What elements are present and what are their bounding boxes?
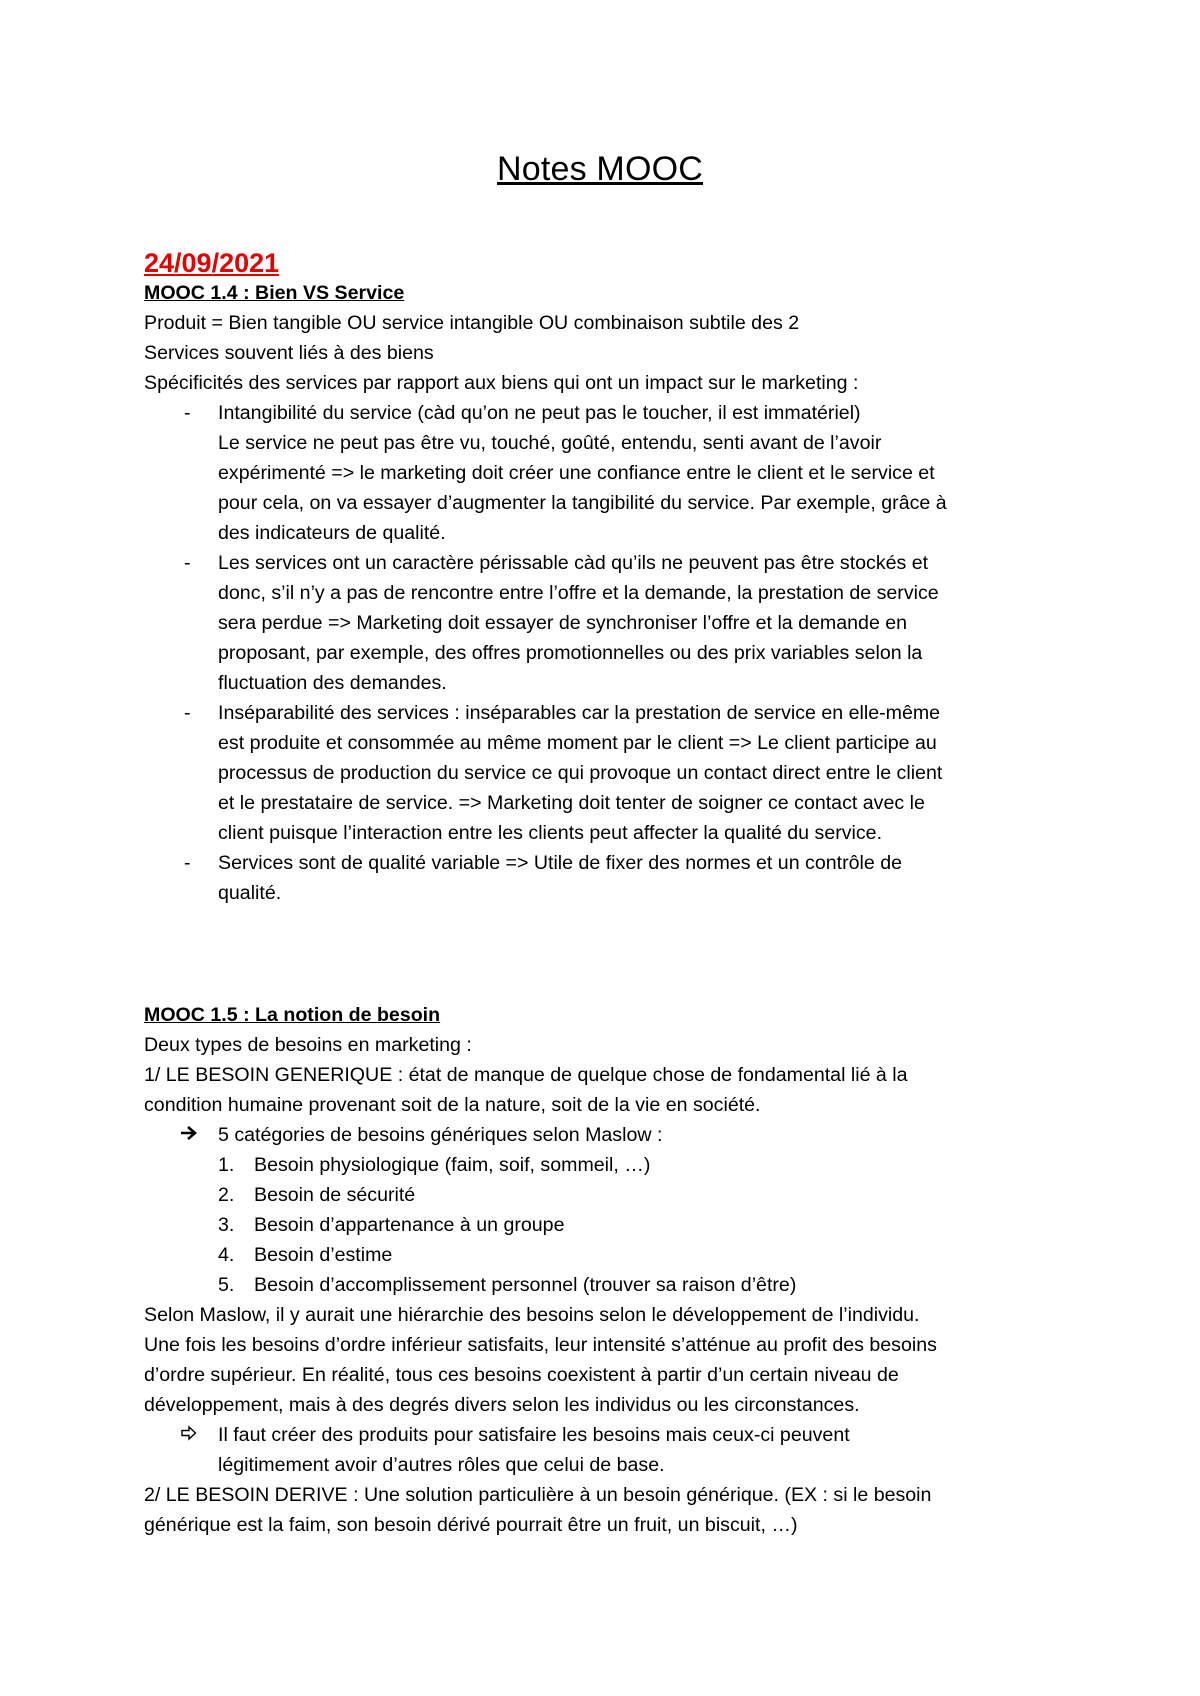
paragraph-line: Selon Maslow, il y aurait une hiérarchie des besoins selon le développement de l’individu. bbox=[144, 1304, 920, 1326]
paragraph-line: Une fois les besoins d’ordre inférieur satisfaits, leur intensité s’atténue au profit des besoins bbox=[144, 1334, 937, 1356]
list-number: 4. bbox=[218, 1244, 235, 1266]
list-item-line: Services sont de qualité variable => Utile de fixer des normes et un contrôle de bbox=[218, 852, 902, 874]
list-item-line: des indicateurs de qualité. bbox=[218, 522, 446, 544]
list-item bbox=[144, 848, 1064, 908]
list-item-line: sera perdue => Marketing doit essayer de synchroniser l’offre et la demande en bbox=[218, 612, 908, 634]
list-item-line: fluctuation des demandes. bbox=[218, 672, 447, 694]
specificities-list bbox=[144, 398, 1064, 908]
dash-bullet-icon: - bbox=[184, 402, 191, 424]
section-heading-mooc-1-4: MOOC 1.4 : Bien VS Service bbox=[144, 282, 405, 304]
paragraph-line: Services souvent liés à des biens bbox=[144, 342, 434, 364]
list-item-line: pour cela, on va essayer d’augmenter la tangibilité du service. Par exemple, grâce à bbox=[218, 492, 947, 514]
list-number: 5. bbox=[218, 1274, 235, 1296]
paragraph-line: Deux types de besoins en marketing : bbox=[144, 1034, 472, 1056]
list-item-line: Intangibilité du service (càd qu’on ne peut pas le toucher, il est immatériel) bbox=[218, 402, 861, 424]
list-item bbox=[144, 1150, 1064, 1180]
date-heading: 24/09/2021 bbox=[144, 248, 280, 278]
list-item-line: Le service ne peut pas être vu, touché, goûté, entendu, senti avant de l’avoir bbox=[218, 432, 882, 454]
list-item-line: donc, s’il n’y a pas de rencontre entre l’offre et la demande, la prestation de service bbox=[218, 582, 939, 604]
list-item bbox=[144, 1210, 1064, 1240]
list-item-text: Besoin d’appartenance à un groupe bbox=[254, 1214, 565, 1236]
list-number: 1. bbox=[218, 1154, 235, 1176]
conclusion-line: légitimement avoir d’autres rôles que celui de base. bbox=[218, 1454, 665, 1476]
maslow-intro-text: 5 catégories de besoins génériques selon Maslow : bbox=[218, 1124, 663, 1146]
list-item-line: proposant, par exemple, des offres promotionnelles ou des prix variables selon la bbox=[218, 642, 923, 664]
conclusion-block bbox=[144, 1420, 1064, 1480]
section-spacer bbox=[144, 908, 1064, 1000]
list-item bbox=[144, 548, 1064, 698]
list-item-line: Les services ont un caractère périssable càd qu’ils ne peuvent pas être stockés et bbox=[218, 552, 929, 574]
list-item-line: processus de production du service ce qui provoque un contact direct entre le client bbox=[218, 762, 943, 784]
dash-bullet-icon: - bbox=[184, 552, 191, 574]
list-item-line: client puisque l’interaction entre les clients peut affecter la qualité du service. bbox=[218, 822, 883, 844]
hollow-arrow-right-icon bbox=[180, 1420, 198, 1455]
list-item-text: Besoin physiologique (faim, soif, sommeil, …) bbox=[254, 1154, 651, 1176]
list-item bbox=[144, 1270, 1064, 1300]
list-item-text: Besoin de sécurité bbox=[254, 1184, 416, 1206]
paragraph-line: Produit = Bien tangible OU service intangible OU combinaison subtile des 2 bbox=[144, 312, 800, 334]
list-item bbox=[144, 398, 1064, 548]
paragraph-line: d’ordre supérieur. En réalité, tous ces besoins coexistent à partir d’un certain niveau de bbox=[144, 1364, 899, 1386]
list-item-text: Besoin d’estime bbox=[254, 1244, 393, 1266]
paragraph-line: développement, mais à des degrés divers selon les individus ou les circonstances. bbox=[144, 1394, 860, 1416]
list-item-line: est produite et consommée au même moment par le client => Le client participe au bbox=[218, 732, 937, 754]
conclusion-line: Il faut créer des produits pour satisfaire les besoins mais ceux-ci peuvent bbox=[218, 1424, 850, 1446]
list-item bbox=[144, 1240, 1064, 1270]
document-body bbox=[144, 246, 1064, 1540]
list-item bbox=[144, 698, 1064, 848]
list-number: 3. bbox=[218, 1214, 235, 1236]
list-item-line: qualité. bbox=[218, 882, 282, 904]
section-heading-mooc-1-5: MOOC 1.5 : La notion de besoin bbox=[144, 1004, 441, 1026]
list-item-text: Besoin d’accomplissement personnel (trouver sa raison d’être) bbox=[254, 1274, 797, 1296]
dash-bullet-icon: - bbox=[184, 702, 191, 724]
paragraph-line: 2/ LE BESOIN DERIVE : Une solution particulière à un besoin générique. (EX : si le besoin bbox=[144, 1484, 932, 1506]
maslow-intro-line bbox=[144, 1120, 1064, 1150]
page-title: Notes MOOC bbox=[496, 150, 704, 188]
list-item bbox=[144, 1180, 1064, 1210]
list-item-line: et le prestataire de service. => Marketing doit tenter de soigner ce contact avec le bbox=[218, 792, 925, 814]
dash-bullet-icon: - bbox=[184, 852, 191, 874]
paragraph-line: Spécificités des services par rapport aux biens qui ont un impact sur le marketing : bbox=[144, 372, 859, 394]
maslow-list bbox=[144, 1150, 1064, 1300]
paragraph-line: générique est la faim, son besoin dérivé pourrait être un fruit, un biscuit, …) bbox=[144, 1514, 798, 1536]
list-item-line: expérimenté => le marketing doit créer une confiance entre le client et le service et bbox=[218, 462, 935, 484]
paragraph-line: 1/ LE BESOIN GENERIQUE : état de manque de quelque chose de fondamental lié à la bbox=[144, 1064, 908, 1086]
paragraph-line: condition humaine provenant soit de la nature, soit de la vie en société. bbox=[144, 1094, 761, 1116]
list-number: 2. bbox=[218, 1184, 235, 1206]
list-item-line: Inséparabilité des services : inséparables car la prestation de service en elle-même bbox=[218, 702, 941, 724]
